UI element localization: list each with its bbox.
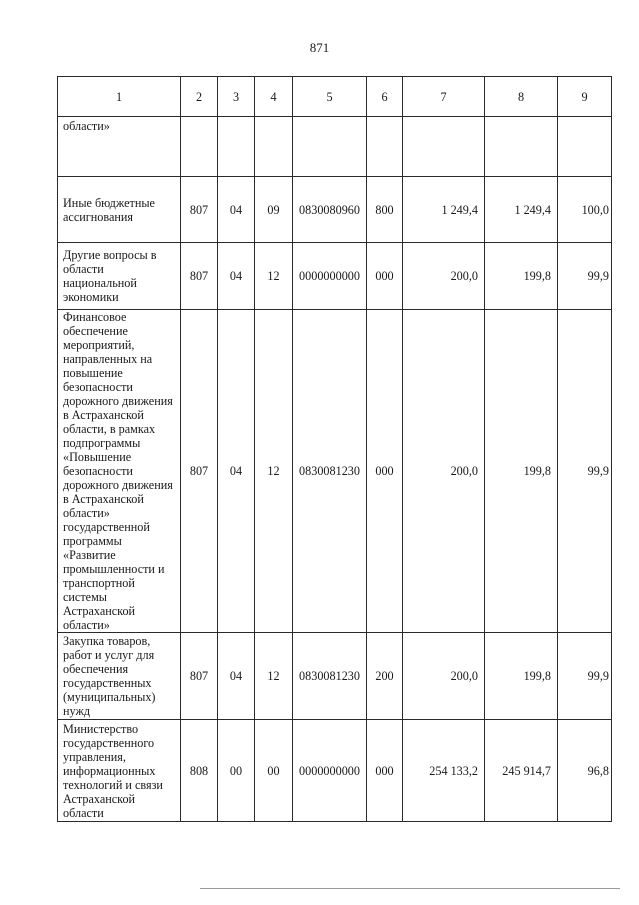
header-cell: 7	[403, 77, 485, 117]
cell-section: 00	[218, 720, 255, 822]
cell-col9: 96,8	[558, 720, 612, 822]
cell-expense-type: 000	[367, 243, 403, 310]
bottom-rule	[200, 888, 620, 889]
cell-admin-code	[181, 117, 218, 177]
cell-target-article	[293, 117, 367, 177]
cell-section: 04	[218, 177, 255, 243]
cell-col9	[558, 117, 612, 177]
row-name: области»	[58, 117, 181, 177]
header-cell: 8	[485, 77, 558, 117]
budget-table	[57, 76, 612, 822]
table-row	[58, 720, 612, 822]
header-cell: 3	[218, 77, 255, 117]
cell-col7: 1 249,4	[403, 177, 485, 243]
cell-col9: 99,9	[558, 243, 612, 310]
table-row	[58, 633, 612, 720]
cell-col8: 1 249,4	[485, 177, 558, 243]
cell-section: 04	[218, 633, 255, 720]
row-name: Министерство государственного управления, информационных технологий и связи Астраханской области	[58, 720, 181, 822]
cell-admin-code: 807	[181, 177, 218, 243]
cell-target-article: 0000000000	[293, 243, 367, 310]
row-name: Закупка товаров, работ и услуг для обеспечения государственных (муниципальных) нужд	[58, 633, 181, 720]
cell-col7: 200,0	[403, 633, 485, 720]
header-cell: 4	[255, 77, 293, 117]
cell-subsection: 12	[255, 633, 293, 720]
table-row	[58, 117, 612, 177]
cell-subsection: 12	[255, 243, 293, 310]
cell-col8: 199,8	[485, 243, 558, 310]
header-cell: 1	[58, 77, 181, 117]
table-row	[58, 243, 612, 310]
cell-expense-type: 000	[367, 310, 403, 633]
header-cell: 9	[558, 77, 612, 117]
cell-col9: 99,9	[558, 633, 612, 720]
cell-subsection: 00	[255, 720, 293, 822]
cell-target-article: 0830081230	[293, 310, 367, 633]
cell-admin-code: 807	[181, 243, 218, 310]
cell-target-article: 0000000000	[293, 720, 367, 822]
cell-expense-type: 000	[367, 720, 403, 822]
cell-expense-type: 200	[367, 633, 403, 720]
cell-col8	[485, 117, 558, 177]
cell-subsection: 09	[255, 177, 293, 243]
cell-admin-code: 807	[181, 633, 218, 720]
cell-col8: 245 914,7	[485, 720, 558, 822]
cell-col7	[403, 117, 485, 177]
cell-target-article: 0830081230	[293, 633, 367, 720]
row-name: Финансовое обеспечение мероприятий, направленных на повышение безопасности дорожного движения в Астраханской области, в рамках подпрограммы «Повышение безопасности дорожного движения в Астраханской области» государственной программы «Развитие промышленности и транспортной системы Астраханской области»	[58, 310, 181, 633]
cell-subsection	[255, 117, 293, 177]
cell-admin-code: 808	[181, 720, 218, 822]
page-number: 871	[309, 40, 330, 55]
row-name: Иные бюджетные ассигнования	[58, 177, 181, 243]
header-cell: 5	[293, 77, 367, 117]
cell-col8: 199,8	[485, 310, 558, 633]
cell-expense-type: 800	[367, 177, 403, 243]
cell-col8: 199,8	[485, 633, 558, 720]
cell-section: 04	[218, 243, 255, 310]
cell-col7: 200,0	[403, 243, 485, 310]
cell-col9: 99,9	[558, 310, 612, 633]
header-row	[58, 77, 612, 117]
table-row	[58, 310, 612, 633]
cell-col7: 254 133,2	[403, 720, 485, 822]
header-cell: 6	[367, 77, 403, 117]
cell-col9: 100,0	[558, 177, 612, 243]
row-name: Другие вопросы в области национальной экономики	[58, 243, 181, 310]
header-cell: 2	[181, 77, 218, 117]
cell-subsection: 12	[255, 310, 293, 633]
cell-expense-type	[367, 117, 403, 177]
cell-section	[218, 117, 255, 177]
cell-col7: 200,0	[403, 310, 485, 633]
table-row	[58, 177, 612, 243]
cell-section: 04	[218, 310, 255, 633]
cell-admin-code: 807	[181, 310, 218, 633]
cell-target-article: 0830080960	[293, 177, 367, 243]
